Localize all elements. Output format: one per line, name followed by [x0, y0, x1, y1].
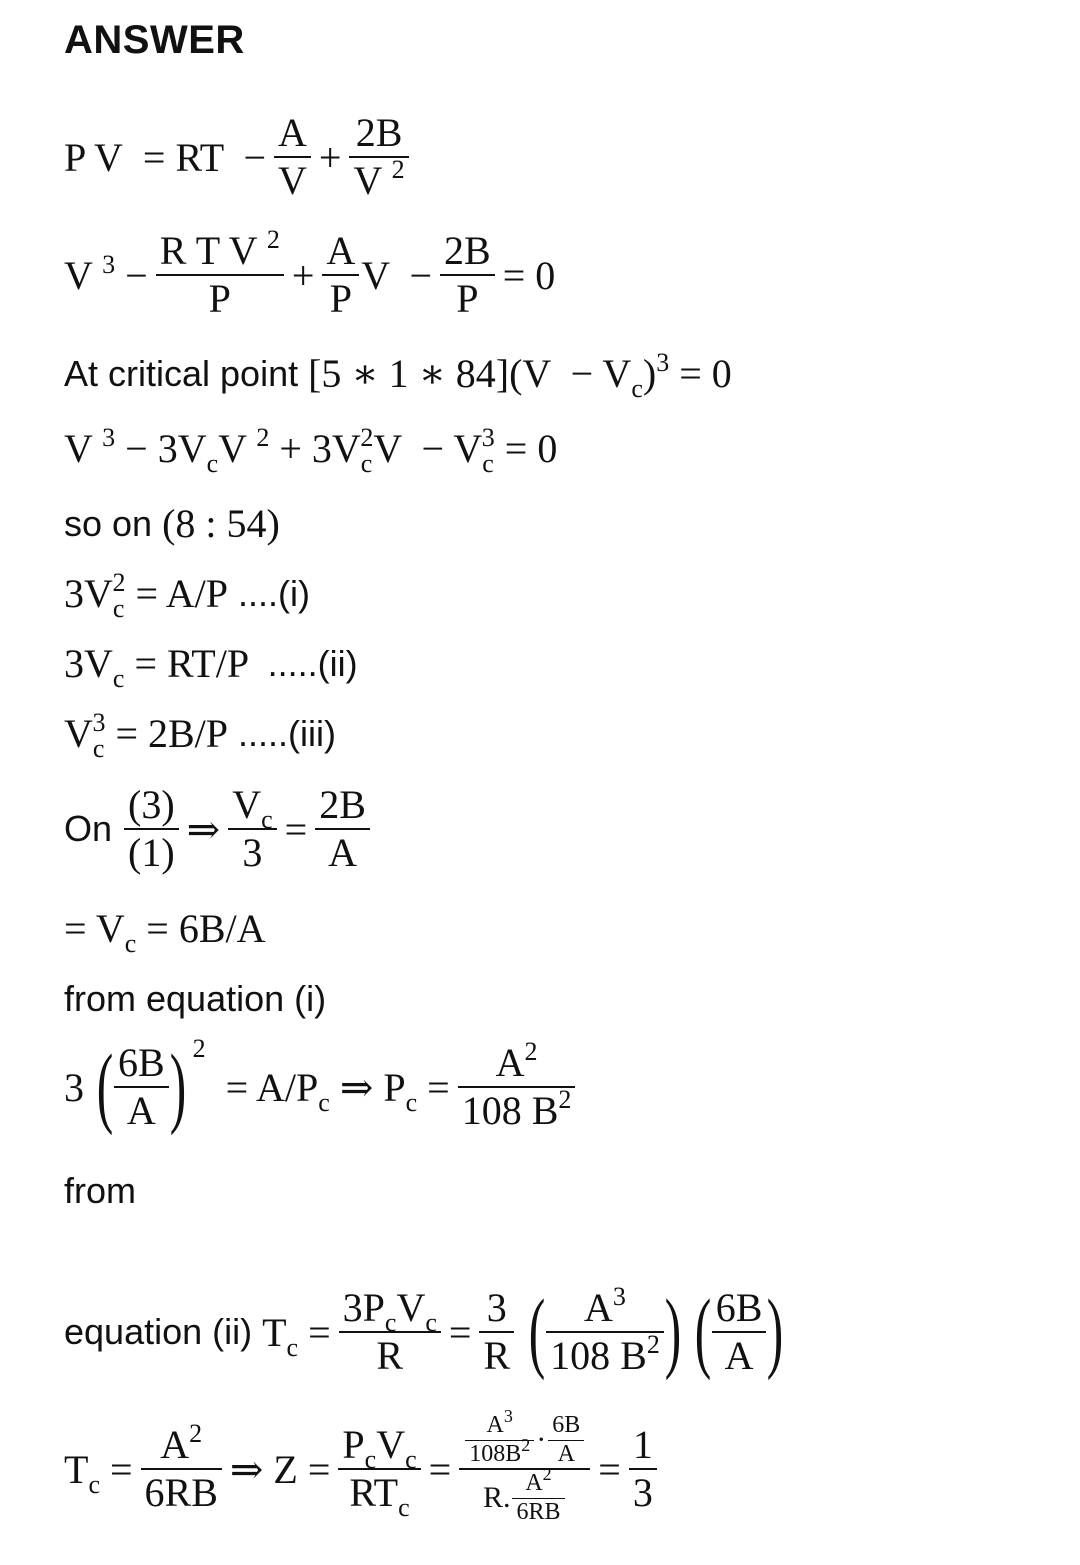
equation-ii-tag: .....(ii) — [267, 642, 358, 684]
vc-result: = $V_c = 6B/A$ — [64, 906, 266, 958]
z-derivation: $T_c$ = $\frac{A^2}{6RB}$ ⇒ Z = $\frac{P_cV_c}{RT_c}$ = $\frac{A^3}{108B^2}$ · $\frac{6B}{A}$ R. $\frac{A^2}{6RB}$ = $\frac{1}{3}$ — [64, 1412, 665, 1526]
from-equation-i-label: from equation (i) — [64, 978, 327, 1019]
so-on-line — [64, 500, 280, 547]
equation-ii-label: equation (ii) — [64, 1311, 253, 1352]
tc-derivation: equation (ii) $T_c$ = $\frac{3P_cV_c}{R}$ = $\frac{3}{R}$ ( $\frac{A^3}{108 B^2}$ ) ( $\frac{6B}{A}$ ) — [64, 1282, 784, 1381]
critical-point-label: At critical point — [64, 352, 299, 394]
so-on-label: so on — [64, 502, 153, 544]
critical-point-line: At critical point [5 ∗ 1 ∗ 84] $(V - V_c)^3 = 0$ — [64, 348, 732, 403]
equation-expansion: V $^3 - 3V_cV$ $^2 + 3V_c^2V - V_c^3 = 0$ — [64, 423, 558, 478]
equation-iii: $V_c^3 = 2B/P$ .....(iii) — [64, 708, 337, 763]
equation-cubic: V $^3$ − $\frac{R T V ^2}{P}$ + $\frac{A}{P}$ V − $\frac{2B}{P}$ = 0 — [64, 225, 556, 321]
equation-ii: $3V_c = RT/P$ .....(ii) — [64, 641, 358, 693]
on-label: On — [64, 808, 113, 849]
answer-heading: ANSWER — [64, 18, 245, 62]
on-line: On $\frac{(3)}{(1)}$ ⇒ $\frac{V_c}{3}$ = $\frac{2B}{A}$ — [64, 782, 378, 876]
pc-derivation: 3 ( $\frac{6B}{A}$ ) 2 = $A/P_c$ ⇒ $P_c$ = $\frac{A^2}{108 B^2}$ — [64, 1040, 583, 1134]
equation-iii-tag: .....(iii) — [238, 712, 337, 754]
equation-state: P V = RT − $\frac{A}{V}$ + $\frac{2B}{V ^2}$ — [64, 110, 417, 204]
equation-i-tag: ....(i) — [238, 572, 311, 614]
from-label: from — [64, 1170, 136, 1211]
so-on-ref: (8 : 54) — [162, 501, 280, 546]
equation-i: $3V_c^2 = A/P$ ....(i) — [64, 568, 311, 623]
critical-point-ref: [5 ∗ 1 ∗ 84] — [308, 351, 510, 396]
